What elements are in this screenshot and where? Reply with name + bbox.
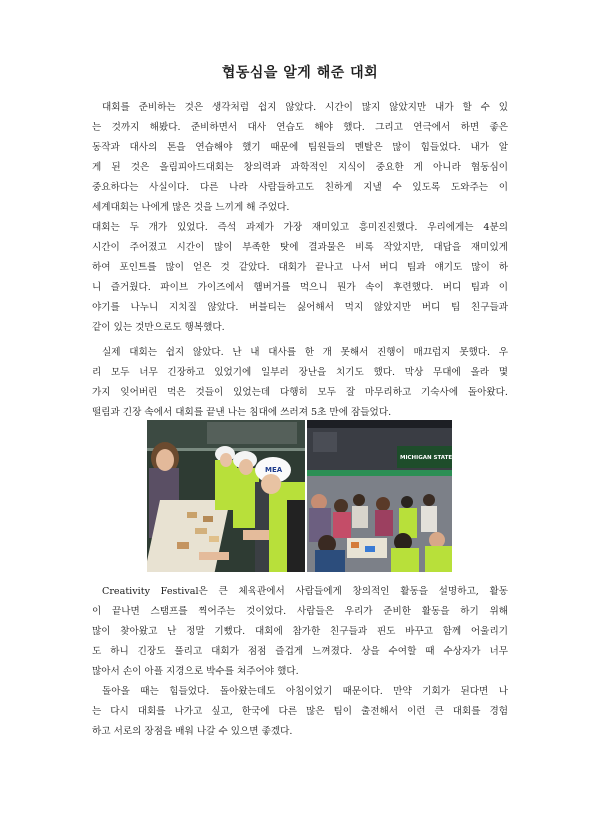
paragraph-creativity-festival <box>92 582 508 682</box>
paragraph-return <box>92 682 508 742</box>
photo-students-on-floor <box>307 420 452 572</box>
text-line: 이 끝나면 스탬프를 찍어주는 것이었다. 사람들은 우리가 준비한 활동을 하기 위해 <box>92 606 508 617</box>
paragraph-preparation <box>92 98 508 218</box>
text-line: 는 것까지 해봤다. 준비하면서 대사 연습도 해야 했다. 그리고 연극에서 하면 좋은 <box>92 122 508 133</box>
cap-logo-text: MEA <box>265 466 283 474</box>
text-line: 세계대회는 나에게 많은 것을 느끼게 해 주었다. <box>92 202 290 213</box>
text-line: 많이 찾아왔고 난 정말 기뻤다. 대회에 참가한 친구들과 핀도 바꾸고 함께 어울리기 <box>92 626 508 637</box>
photo-row <box>147 420 452 572</box>
text-line: 떨림과 긴장 속에서 대회를 끝낸 나는 침대에 쓰러져 5초 만에 잠들었다. <box>92 407 392 418</box>
text-line: 대회를 준비하는 것은 생각처럼 쉽지 않았다. 시간이 많지 않았지만 내가 할 수 있 <box>102 102 508 113</box>
text-line: 중요하다는 사실이다. 다른 나라 사람들하고도 친하게 지낼 수 있도록 도와주는 이 <box>92 182 508 193</box>
text-line: 게 된 것은 올림피아드대회는 창의력과 과학적인 지식이 중요한 게 아니라 협동심이 <box>92 162 508 173</box>
text-line: 하여 포인트를 많이 얻은 것 같았다. 대회가 끝나고 나서 버디 팀과 얘기도 많이 하 <box>92 262 508 273</box>
text-line: 리 모두 너무 긴장하고 있었기에 일부러 장난을 치기도 했다. 막상 무대에 올라 몇 <box>92 367 508 378</box>
text-line: 돌아올 때는 힘들었다. 돌아왔는데도 아침이었기 때문이다. 만약 기회가 된다면 나 <box>102 686 508 697</box>
text-line: 하고 서로의 장점을 배워 나갈 수 있으면 좋겠다. <box>92 726 293 737</box>
text-line: Creativity Festival은 큰 체육관에서 사람들에게 창의적인 활동을 설명하고, 활동 <box>102 586 508 597</box>
text-line: 야기를 나누니 지치질 않았다. 버블티는 싫어해서 먹지 않았지만 버디 팀 친구들과 <box>92 302 508 313</box>
text-line: 도 하니 긴장도 풀리고 대회가 점점 즐겁게 느껴졌다. 상을 수여할 때 수상자가 너무 <box>92 646 508 657</box>
text-line: 많아서 손이 아플 지경으로 박수를 쳐주어야 했다. <box>92 666 299 677</box>
text-line: 는 다시 대회를 나가고 싶고, 한국에 다른 많은 팀이 출전해서 이런 큰 대회를 경험 <box>92 706 508 717</box>
text-line: 시간이 주어졌고 시간이 많이 부족한 탓에 결과물은 비록 작았지만, 대답을 재미있게 <box>92 242 508 253</box>
banner-text: MICHIGAN STATE <box>400 455 452 461</box>
paragraph-actual-competition <box>92 343 508 423</box>
text-line: 가지 잊어버린 먹은 것들이 있었는데 다행히 모두 잘 마무리하고 기숙사에 돌아왔다. <box>92 387 508 398</box>
text-line: 동작과 대사의 톤을 연습해야 했기 때문에 팀원들의 멘탈은 많이 힘들었다. 내가 알 <box>92 142 508 153</box>
photo-students-at-table <box>147 420 305 572</box>
text-line: 대회는 두 개가 있었다. 즉석 과제가 가장 재미있고 흥미진진했다. 우리에게는 4분의 <box>92 222 508 233</box>
text-line: 니 즐거웠다. 파이브 가이즈에서 햄버거를 먹으니 뭔가 속이 후련했다. 버디 팀과 이 <box>92 282 508 293</box>
text-line: 같이 있는 것만으로도 행복했다. <box>92 322 225 333</box>
page-title: 협동심을 알게 해준 대회 <box>221 65 379 81</box>
paragraph-competitions <box>92 218 508 338</box>
text-line: 실제 대회는 쉽지 않았다. 난 내 대사를 한 개 못해서 진행이 매끄럽지 못했다. 우 <box>102 347 508 358</box>
